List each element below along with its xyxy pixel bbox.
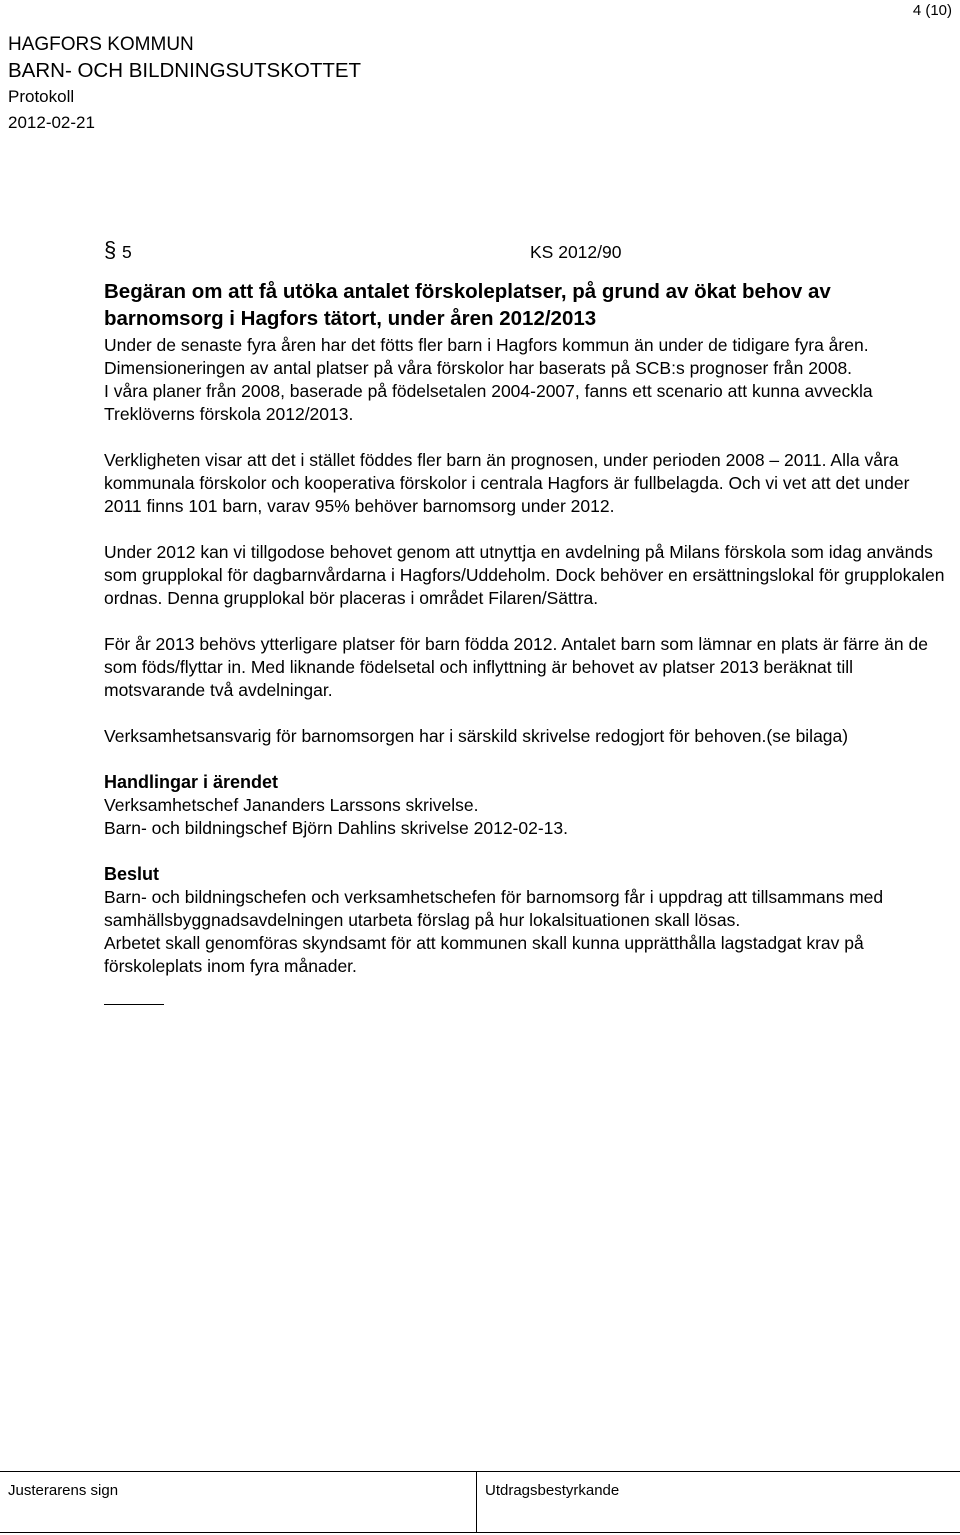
section-title-line-1: Begäran om att få utöka antalet förskoleplatser, på grund av ökat behov av [104, 280, 831, 303]
paragraph: I våra planer från 2008, baserade på födelsetalen 2004-2007, fanns ett scenario att kunna avveckla Treklöverns förskola 2012/2013. [104, 381, 873, 424]
document-item: Barn- och bildningschef Björn Dahlins skrivelse 2012-02-13. [104, 818, 568, 838]
paragraph: Under 2012 kan vi tillgodose behovet genom att utnyttja en avdelning på Milans förskola som idag används som grupplokal för dagbarnvårdarna i Hagfors/Uddeholm. Dock behöver en ersättningslokal för grupplokalen ordnas. Denna grupplokal bör placeras i området Filaren/Sättra. [104, 542, 945, 608]
section-heading-line [104, 238, 949, 268]
decision-heading: Beslut [104, 864, 160, 884]
paragraph: För år 2013 behövs ytterligare platser för barn födda 2012. Antalet barn som lämnar en plats är färre än de som föds/flyttar in. Med liknande födelsetal och inflyttning är behovet av platser 2013 beräknat till motsvarande två avdelningar. [104, 634, 928, 700]
paragraph: Under de senaste fyra åren har det fötts fler barn i Hagfors kommun än under de tidigare fyra åren. Dimensioneringen av antal platser på våra förskolor har baserats på SCB:s prognoser från 2008. [104, 335, 869, 378]
paragraph: Verkligheten visar att det i stället föddes fler barn än prognosen, under perioden 2008 – 2011. Alla våra kommunala förskolor och kooperativa förskolor i centrala Hagfors är fullbelagda. Och vi vet att det under 2011 finns 101 barn, varav 95% behöver barnomsorg under 2012. [104, 450, 910, 516]
document-type: Protokoll [8, 87, 75, 106]
certification-box [477, 1472, 960, 1532]
decision-text: Barn- och bildningschefen och verksamhetschefen för barnomsorg får i uppdrag att tillsammans med samhällsbyggnadsavdelningen utarbeta förslag på hur lokalsituationen skall lösas. [104, 887, 884, 930]
organization-name: HAGFORS KOMMUN [8, 34, 194, 55]
paragraph: Verksamhetsansvarig för barnomsorgen har i särskild skrivelse redogjort för behoven.(se bilaga) [104, 726, 849, 746]
committee-name: BARN- OCH BILDNINGSUTSKOTTET [8, 59, 362, 82]
certification-label: Utdragsbestyrkande [485, 1482, 620, 1499]
section-sign: § [104, 237, 117, 262]
protocol-section [104, 238, 949, 1005]
meeting-date: 2012-02-21 [8, 113, 95, 132]
signature-box [0, 1472, 477, 1532]
end-rule [104, 1004, 164, 1005]
documents-heading: Handlingar i ärendet [104, 772, 279, 792]
signature-label: Justerarens sign [8, 1482, 119, 1499]
page-number: 4 (10) [912, 2, 952, 19]
signature-footer [0, 1471, 960, 1533]
case-number: KS 2012/90 [530, 242, 622, 262]
section-title-line-2: barnomsorg i Hagfors tätort, under åren 2012/2013 [104, 307, 597, 330]
section-number: 5 [122, 242, 132, 262]
document-header [8, 32, 361, 136]
decision-text: Arbetet skall genomföras skyndsamt för att kommunen skall kunna upprätthålla lagstadgat krav på förskoleplats inom fyra månader. [104, 933, 864, 976]
section-title [104, 278, 949, 332]
document-item: Verksamhetschef Jananders Larssons skrivelse. [104, 795, 479, 815]
